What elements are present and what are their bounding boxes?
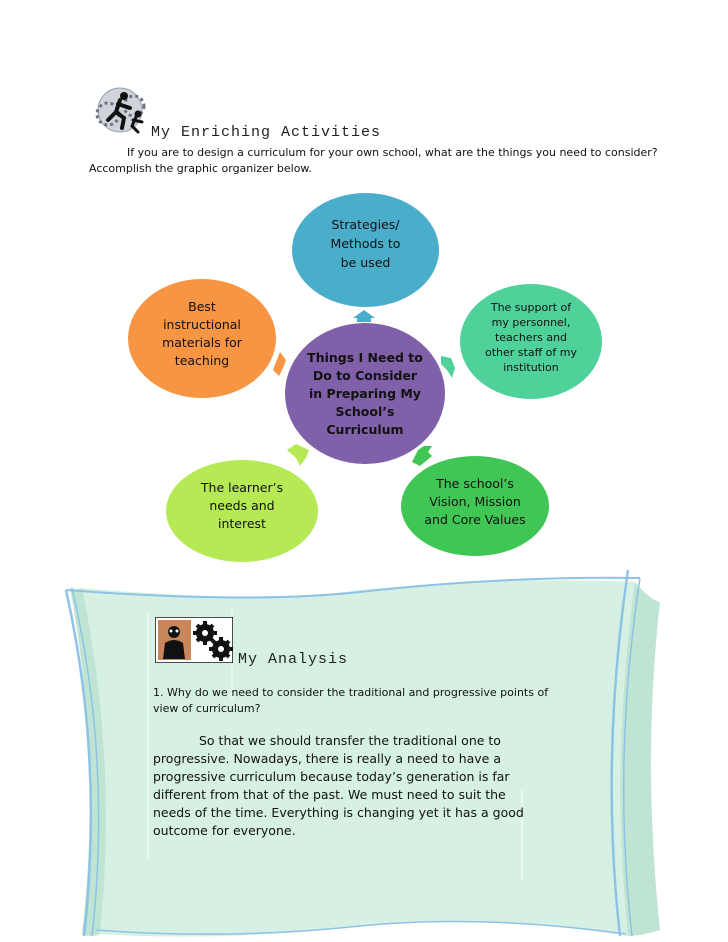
analysis-clipart — [155, 617, 233, 663]
answer-line-5: needs of the time. Everything is changing yet it has a good — [153, 805, 524, 820]
answer-line-6: outcome for everyone. — [153, 823, 296, 838]
instruction-line-2: Accomplish the graphic organizer below. — [89, 162, 312, 175]
instruction-line-1: If you are to design a curriculum for your own school, what are the things you need to consider? — [127, 146, 658, 159]
organizer-node-upper-right-text: The support of my personnel, teachers and other staff of my institution — [485, 301, 577, 374]
organizer-node-center-text: Things I Need to Do to Consider in Preparing My School’s Curriculum — [307, 349, 423, 437]
organizer-node-lower-left-text: The learner’s needs and interest — [200, 480, 284, 531]
enriching-heading: My Enriching Activities — [151, 124, 382, 141]
analysis-heading: My Analysis — [238, 651, 349, 668]
answer-line-3: progressive curriculum because today’s generation is far — [153, 769, 510, 784]
organizer-node-upper-left-text: Best instructional materials for teaching — [162, 298, 242, 368]
question-line-1: 1. Why do we need to consider the traditional and progressive points of — [153, 686, 549, 699]
answer-line-4: different from that of the past. We must need to suit the — [153, 787, 506, 802]
organizer-node-top-text: Strategies/ Methods to be used — [330, 216, 401, 270]
question-line-2: view of curriculum? — [153, 702, 261, 715]
answer-line-1: So that we should transfer the traditional one to — [199, 733, 501, 748]
answer-line-2: progressive. Nowadays, there is really a need to have a — [153, 751, 502, 766]
organizer-node-lower-right-text: The school’s Vision, Mission and Core Values — [424, 476, 526, 527]
